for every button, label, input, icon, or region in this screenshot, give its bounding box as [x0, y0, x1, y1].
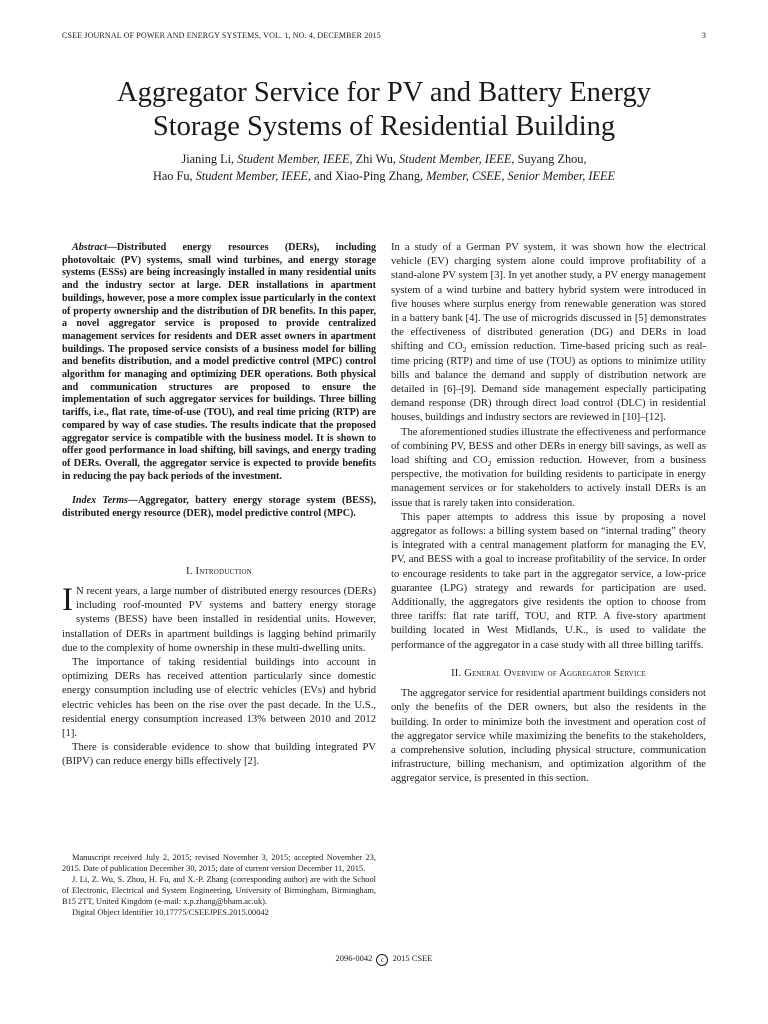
author-line-2: [40, 168, 728, 185]
left-column: [62, 242, 376, 770]
footnote-doi: Digital Object Identifier 10.17775/CSEEJPES.2015.00042: [72, 907, 269, 917]
paragraph-text: N recent years, a large number of distributed energy resources (DERs) including roof-mounted PV systems and battery energy storage systems (BESS) have been installed in residential units. However, installation of DERs in apartment buildings is lagging behind primarily due to the complexity of home ownership in these multi-dwelling units.: [62, 585, 376, 654]
overview-paragraph-1: The aggregator service for residential apartment buildings considers not only the benefits of the DER owners, but also the residents in the building. In order to minimize both the investment and operation cost of the aggregator service while maximizing the benefits to the stakeholders, a comprehensive solution, including physical structure, communication infrastructure, billing mechanism, and optimization algorithm of the aggregator service, is presented in this section.: [391, 688, 706, 785]
subscript: 2: [487, 459, 492, 469]
right-paragraph-1: [391, 241, 706, 426]
footnote-manuscript: Manuscript received July 2, 2015; revised November 3, 2015; accepted November 23, 2015. Date of publication December 30, 2015; date of current version December 11, 2015.: [62, 853, 376, 873]
intro-paragraph-2: The importance of taking residential buildings into account in optimizing DERs has received attention particularly since domestic energy consumption including use of electric vehicles (EVs) and hybrid electric vehicles has been on the rise over the past decade. In the U.S., residential energy consumption increased 13% between 2010 and 2012 [1].: [62, 656, 376, 739]
abstract-label: Abstract: [72, 242, 107, 253]
index-terms: [62, 495, 376, 520]
page-number: 3: [701, 31, 706, 40]
index-terms-label: Index Terms: [72, 495, 128, 507]
drop-cap: I: [62, 581, 73, 618]
subscript: 2: [462, 345, 467, 355]
author-affiliation: Student Member, IEEE: [195, 169, 309, 183]
paragraph-text: emission reduction. However, from a business perspective, the motivation for building residents to participate in energy management services or for stakeholders to actively install DERs is an issue that is rarely taken into consideration.: [391, 455, 706, 509]
author-name: , Zhi Wu,: [349, 152, 400, 166]
section-heading-overview: II. General Overview of Aggregator Service: [451, 667, 646, 679]
right-column: [391, 241, 706, 787]
journal-name: CSEE JOURNAL OF POWER AND ENERGY SYSTEMS, VOL. 1, NO. 4, DECEMBER 2015: [62, 31, 381, 40]
author-affiliation: Student Member, IEEE: [237, 152, 350, 166]
running-header: [62, 31, 706, 40]
footnotes: [62, 853, 376, 918]
section-heading-introduction: I. Introduction: [186, 565, 252, 577]
author-list: [40, 151, 728, 185]
index-terms-text: —Aggregator, battery energy storage system (BESS), distributed energy resource (DER), model predictive control (MPC).: [62, 495, 376, 520]
footnote-affiliation: J. Li, Z. Wu, S. Zhou, H. Fu, and X.-P. Zhang (corresponding author) are with the School of Electronic, Electrical and System Engineering, University of Birmingham, Birmingham, B15 2TT, United Kingdom (e-mail: x.p.zhang@bham.ac.uk).: [62, 874, 376, 906]
copyright-year: 2015 CSEE: [392, 953, 433, 963]
copyright-icon: c: [376, 954, 388, 966]
right-paragraph-2: [391, 426, 706, 511]
paper-title: [40, 76, 728, 144]
paragraph-text: The aforementioned studies illustrate the effectiveness and performance of combining PV, BESS and other DERs in energy bill savings, as well as load shifting and CO: [391, 426, 706, 467]
author-name: Jianing Li,: [181, 152, 238, 166]
right-paragraph-3: This paper attempts to address this issue by proposing a novel aggregator as follows: a billing system based on “internal trading” theory is integrated with a central management platform for managing the EV, PV, and BESS with a goal to increase profitability of the service. In order to encourage residents to take part in the aggregator service, a low-price guarantee (LPG) strategy and rewards for participation are used. Additionally, the aggregators give residents the option to choose from three tariffs: flat rate tariff, TOU, and RTP. A five-story apartment building located in West Midlands, U.K., is used to validate the performance of the aggregator in a case study with all three billing tariffs.: [391, 511, 706, 651]
title-line-1: Aggregator Service for PV and Battery Energy: [117, 77, 651, 108]
paragraph-text: emission reduction. Time-based pricing such as real-time pricing (RTP) and time of use (TOU) as options to minimize utility bills and balance the demand and supply of distribution network are detailed in [6]–[9]. Demand side management especially participating demand response (DR) through direct load control (DLC) in residential houses, buildings and industry sectors are reviewed in [10]–[12].: [391, 341, 706, 424]
intro-paragraph-3: There is considerable evidence to show that building integrated PV (BIPV) can reduce energy bills effectively [2].: [62, 742, 376, 768]
page-footer: [0, 953, 768, 966]
abstract-text: —Distributed energy resources (DERs), including photovoltaic (PV) systems, small wind turbines, and energy storage systems (ESSs) are being increasingly installed in many residential units and the industry sector at large. DER installations in apartment buildings, however, pose a more complex issue particularly in the context of property ownership and the distribution of DR benefits. In this paper, a novel aggregator service is proposed to provide centralized management services for residents and DER asset owners in apartment buildings. The proposed service consists of a business model for billing and benefits distribution, and a model predictive control (MPC) control algorithm for managing and optimizing DER operations. Both physical and communication structures are proposed to ensure the implementation of such aggregator services for buildings. Three billing tariffs, i.e., flat rate, time-of-use (TOU), and real time pricing (RTP) are compared by way of case studies. The results indicate that the proposed aggregator service is compatible with the business model. It is shown to offer good performance in load shifting, bill savings, and energy trading of DERs. Overall, the aggregator service is expected to provide benefits in reducing the pay back periods of the investment.: [62, 242, 376, 482]
title-line-2: Storage Systems of Residential Building: [152, 111, 616, 142]
abstract: [62, 242, 376, 483]
author-name: Hao Fu,: [152, 169, 196, 183]
intro-paragraph-1: [62, 581, 376, 656]
author-name: , Suyang Zhou,: [511, 152, 587, 166]
issn: 2096-0042: [335, 953, 373, 963]
author-line-1: [40, 151, 728, 168]
author-name: , and Xiao-Ping Zhang,: [308, 169, 427, 183]
author-affiliation: Student Member, IEEE: [399, 152, 512, 166]
paragraph-text: In a study of a German PV system, it was shown how the electrical vehicle (EV) charging system alone could improve profitability of a stand-alone PV system [3]. In yet another study, a PV energy management system of a wind turbine and battery hybrid system were introduced in five houses where surplus energy from renewable generation was stored in a battery bank [4]. The use of microgrids discussed in [5] demonstrates the effectiveness of distributed generation (DG) and DERs in load shifting and CO: [391, 242, 706, 353]
author-affiliation: Member, CSEE, Senior Member, IEEE: [426, 169, 616, 183]
